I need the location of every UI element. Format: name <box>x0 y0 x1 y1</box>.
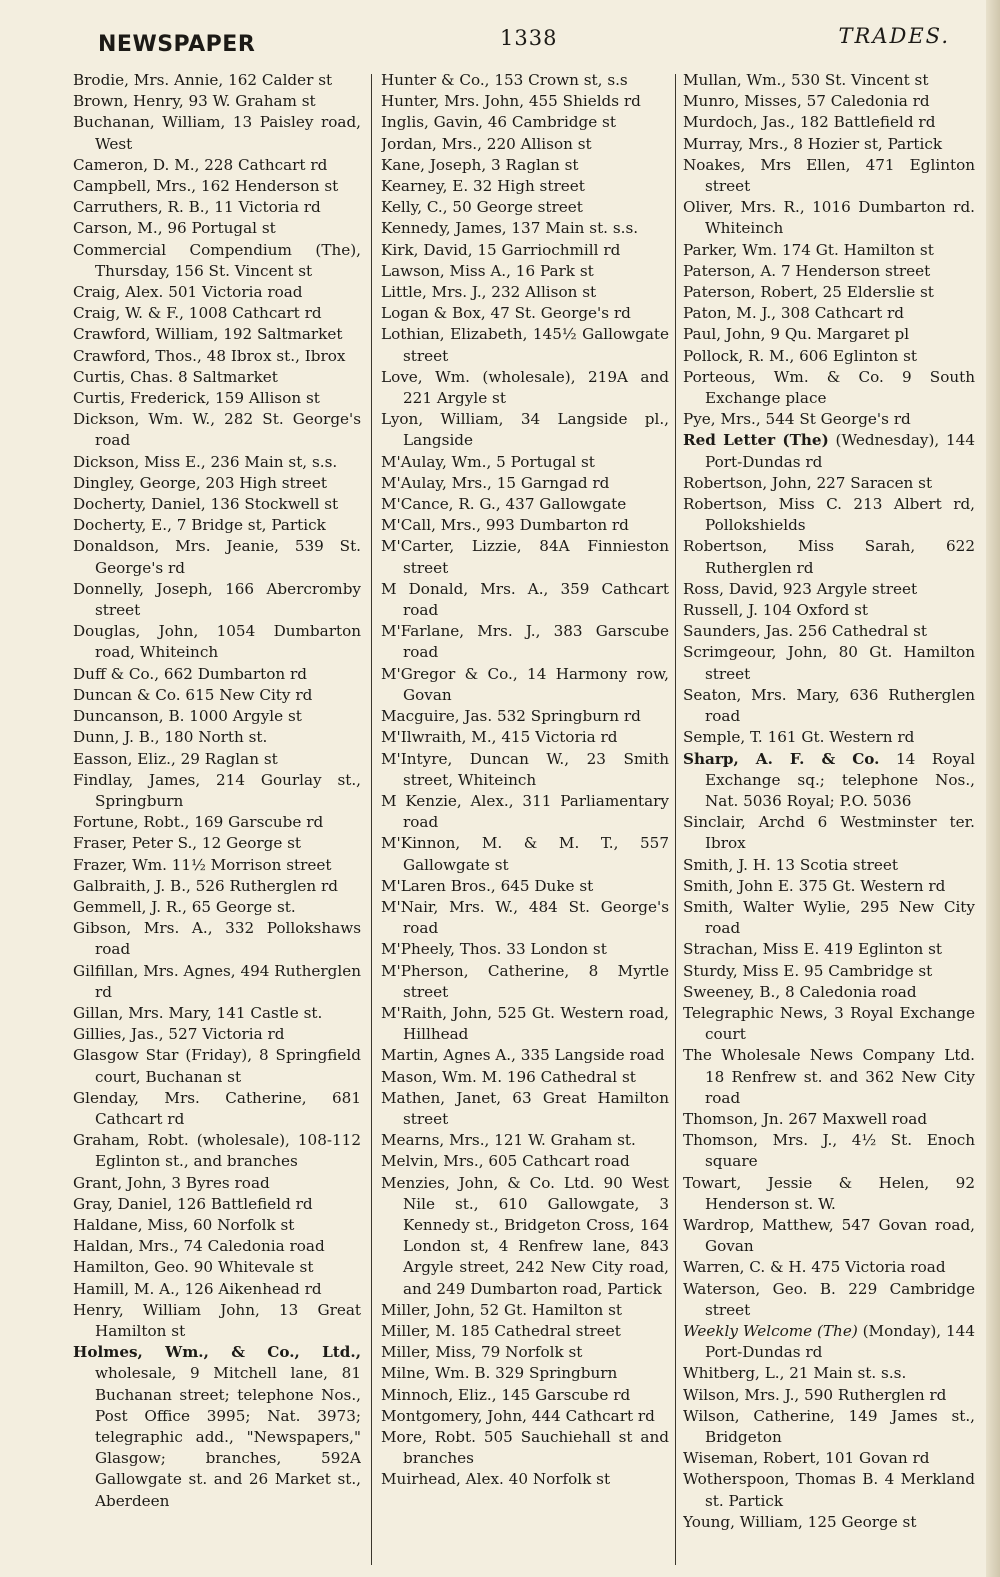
entry-text: Strachan, Miss E. 419 Eglinton st <box>683 940 943 959</box>
directory-entry <box>381 494 669 515</box>
entry-text: M'Call, Mrs., 993 Dumbarton rd <box>381 516 629 535</box>
directory-entry <box>73 91 361 112</box>
entry-text: M'Aulay, Mrs., 15 Garngad rd <box>381 473 610 492</box>
entry-text: Craig, Alex. 501 Victoria road <box>73 283 303 302</box>
listing-columns <box>73 70 975 1565</box>
entry-text: Wotherspoon, Thomas B. 4 Merkland st. Partick <box>683 1470 975 1510</box>
directory-entry <box>381 240 669 261</box>
entry-text: Pye, Mrs., 544 St George's rd <box>683 410 911 429</box>
directory-entry <box>381 1045 669 1066</box>
entry-text: Mullan, Wm., 530 St. Vincent st <box>683 71 929 89</box>
entry-text: Grant, John, 3 Byres road <box>73 1173 270 1192</box>
directory-entry <box>73 1279 361 1300</box>
directory-entry <box>73 961 361 1003</box>
entry-name-bold: Holmes, Wm., & Co., Ltd., <box>73 1343 361 1362</box>
directory-entry <box>381 749 669 791</box>
entry-text: Gray, Daniel, 126 Battlefield rd <box>73 1194 313 1213</box>
entry-text: Easson, Eliz., 29 Raglan st <box>73 749 278 768</box>
entry-text: Young, William, 125 George st <box>683 1512 917 1531</box>
directory-entry <box>683 1045 975 1109</box>
directory-entry <box>381 1469 669 1490</box>
directory-entry <box>73 749 361 770</box>
directory-entry <box>73 515 361 536</box>
directory-entry <box>683 1279 975 1321</box>
directory-entry <box>381 218 669 239</box>
entry-text: Macguire, Jas. 532 Springburn rd <box>381 707 641 726</box>
entry-text: Henry, William John, 13 Great Hamilton st <box>73 1300 361 1340</box>
directory-entry <box>381 473 669 494</box>
directory-entry <box>73 324 361 345</box>
directory-entry <box>381 1003 669 1045</box>
directory-entry <box>73 579 361 621</box>
directory-entry <box>73 473 361 494</box>
directory-entry <box>73 770 361 812</box>
entry-text: Waterson, Geo. B. 229 Cambridge street <box>683 1279 975 1319</box>
directory-entry <box>73 1236 361 1257</box>
directory-entry <box>73 1194 361 1215</box>
entry-text: Galbraith, J. B., 526 Rutherglen rd <box>73 876 339 895</box>
directory-entry <box>73 346 361 367</box>
entry-text: M'Ilwraith, M., 415 Victoria rd <box>381 728 618 747</box>
directory-entry <box>381 155 669 176</box>
directory-entry <box>381 91 669 112</box>
entry-text: Gemmell, J. R., 65 George st. <box>73 897 296 916</box>
entry-text: Miller, John, 52 Gt. Hamilton st <box>381 1300 623 1319</box>
directory-entry <box>683 600 975 621</box>
directory-entry <box>381 1130 669 1151</box>
directory-entry <box>381 197 669 218</box>
entry-text: Hunter & Co., 153 Crown st, s.s <box>381 71 628 89</box>
entry-text: Noakes, Mrs Ellen, 471 Eglinton street <box>683 155 975 196</box>
directory-entry <box>381 664 669 706</box>
entry-text: Curtis, Chas. 8 Saltmarket <box>73 367 278 386</box>
directory-entry <box>683 91 975 112</box>
directory-entry <box>381 70 669 91</box>
entry-text: Glasgow Star (Friday), 8 Springfield court, Buchanan st <box>73 1046 361 1086</box>
entry-text: Lawson, Miss A., 16 Park st <box>381 261 594 280</box>
directory-entry <box>683 642 975 684</box>
directory-entry <box>73 176 361 197</box>
entry-text: Dickson, Miss E., 236 Main st, s.s. <box>73 452 338 471</box>
directory-entry <box>73 197 361 218</box>
entry-text: Miller, Miss, 79 Norfolk st <box>381 1343 583 1362</box>
directory-entry <box>683 430 975 472</box>
entry-text: Jordan, Mrs., 220 Allison st <box>381 134 592 153</box>
entry-text: M'Laren Bros., 645 Duke st <box>381 876 594 895</box>
entry-text: M'Aulay, Wm., 5 Portugal st <box>381 452 595 471</box>
entry-text: More, Robt. 505 Sauchiehall st and branches <box>381 1428 669 1468</box>
directory-entry <box>381 112 669 133</box>
column-1 <box>73 70 361 1565</box>
entry-text: M Donald, Mrs. A., 359 Cathcart road <box>381 579 669 620</box>
directory-entry <box>683 1385 975 1406</box>
directory-entry <box>683 621 975 642</box>
entry-text: Hunter, Mrs. John, 455 Shields rd <box>381 92 641 111</box>
directory-entry <box>381 176 669 197</box>
entry-text: Gibson, Mrs. A., 332 Pollokshaws road <box>73 919 361 959</box>
directory-entry <box>381 452 669 473</box>
entry-text: Martin, Agnes A., 335 Langside road <box>381 1046 665 1065</box>
entry-text: Oliver, Mrs. R., 1016 Dumbarton rd. Whiteinch <box>683 198 975 238</box>
directory-entry <box>381 939 669 960</box>
entry-text: Kane, Joseph, 3 Raglan st <box>381 155 579 174</box>
entry-text: Craig, W. & F., 1008 Cathcart rd <box>73 304 322 323</box>
entry-text: Miller, M. 185 Cathedral street <box>381 1321 621 1340</box>
entry-text: Paterson, Robert, 25 Elderslie st <box>683 283 934 302</box>
directory-entry <box>73 1342 361 1512</box>
directory-entry <box>683 70 975 91</box>
entry-text: Robertson, John, 227 Saracen st <box>683 473 933 492</box>
directory-entry <box>683 855 975 876</box>
directory-entry <box>381 324 669 366</box>
directory-entry <box>683 1321 975 1363</box>
entry-text: Hamill, M. A., 126 Aikenhead rd <box>73 1279 322 1298</box>
directory-entry <box>683 1448 975 1469</box>
entry-text: Murray, Mrs., 8 Hozier st, Partick <box>683 134 943 153</box>
directory-entry <box>73 70 361 91</box>
entry-text: Duncan & Co. 615 New City rd <box>73 685 313 704</box>
directory-entry <box>683 1257 975 1278</box>
directory-entry <box>73 494 361 515</box>
entry-text: Frazer, Wm. 11½ Morrison street <box>73 855 332 874</box>
entry-text: Kelly, C., 50 George street <box>381 198 583 217</box>
entry-text: Haldane, Miss, 60 Norfolk st <box>73 1215 295 1234</box>
entry-text: M'Pheely, Thos. 33 London st <box>381 940 607 959</box>
entry-text: Kearney, E. 32 High street <box>381 177 585 196</box>
entry-text: Sturdy, Miss E. 95 Cambridge st <box>683 961 933 980</box>
directory-entry <box>73 112 361 154</box>
column-divider <box>675 74 676 1565</box>
directory-entry <box>381 1363 669 1384</box>
directory-entry <box>381 579 669 621</box>
page-number: 1338 <box>500 26 558 50</box>
entry-text: Warren, C. & H. 475 Victoria road <box>683 1258 946 1277</box>
entry-text: Milne, Wm. B. 329 Springburn <box>381 1364 618 1383</box>
directory-entry <box>683 1406 975 1448</box>
entry-text: Commercial Compendium (The), Thursday, 156 St. Vincent st <box>73 240 361 280</box>
entry-text: Parker, Wm. 174 Gt. Hamilton st <box>683 240 934 259</box>
directory-entry <box>683 367 975 409</box>
entry-text: wholesale, 9 Mitchell lane, 81 Buchanan street; telephone Nos., Post Office 3995; Nat. 3973; telegraphic add., "Newspapers," Glasgow; branches, 592A Gallowgate st. and 26 Market st., Aberdeen <box>95 1364 361 1510</box>
entry-text: Seaton, Mrs. Mary, 636 Rutherglen road <box>683 685 975 726</box>
directory-entry <box>73 367 361 388</box>
entry-text: Thomson, Jn. 267 Maxwell road <box>683 1109 928 1128</box>
section-heading: NEWSPAPER <box>98 32 256 57</box>
directory-entry <box>381 1088 669 1130</box>
page-header <box>96 24 950 64</box>
entry-text: Crawford, William, 192 Saltmarket <box>73 325 343 344</box>
directory-entry <box>73 876 361 897</box>
entry-text: Paton, M. J., 308 Cathcart rd <box>683 304 904 323</box>
entry-text: M'Intyre, Duncan W., 23 Smith street, Whiteinch <box>381 749 669 789</box>
entry-text: Kennedy, James, 137 Main st. s.s. <box>381 219 639 238</box>
entry-text: Carruthers, R. B., 11 Victoria rd <box>73 198 321 217</box>
directory-entry <box>683 282 975 303</box>
entry-text: Fraser, Peter S., 12 George st <box>73 834 302 853</box>
entry-name-bold: Sharp, A. F. & Co. <box>683 749 880 768</box>
entry-text: Buchanan, William, 13 Paisley road, West <box>73 113 361 153</box>
directory-entry <box>683 346 975 367</box>
directory-entry <box>683 897 975 939</box>
directory-entry <box>683 261 975 282</box>
directory-entry <box>381 1406 669 1427</box>
directory-entry <box>381 303 669 324</box>
directory-entry <box>73 282 361 303</box>
entry-text: Docherty, E., 7 Bridge st, Partick <box>73 516 326 535</box>
entry-text: Gillan, Mrs. Mary, 141 Castle st. <box>73 1003 323 1022</box>
entry-text: Curtis, Frederick, 159 Allison st <box>73 389 320 408</box>
directory-entry <box>73 918 361 960</box>
directory-entry <box>683 1130 975 1172</box>
directory-entry <box>73 240 361 282</box>
directory-entry <box>683 1109 975 1130</box>
directory-entry <box>381 261 669 282</box>
entry-text: Munro, Misses, 57 Caledonia rd <box>683 92 930 111</box>
directory-entry <box>73 664 361 685</box>
directory-entry <box>381 536 669 578</box>
directory-entry <box>73 1215 361 1236</box>
entry-text: M'Gregor & Co., 14 Harmony row, Govan <box>381 664 669 704</box>
category-heading: TRADES. <box>838 24 950 48</box>
entry-text: (Wednesday), 144 Port-Dundas rd <box>705 431 975 471</box>
entry-text: Wilson, Mrs. J., 590 Rutherglen rd <box>683 1385 947 1404</box>
directory-entry <box>73 1130 361 1172</box>
entry-text: Hamilton, Geo. 90 Whitevale st <box>73 1258 314 1277</box>
directory-entry <box>381 1427 669 1469</box>
entry-text: Douglas, John, 1054 Dumbarton road, Whiteinch <box>73 622 361 662</box>
directory-entry <box>381 621 669 663</box>
entry-text: Dickson, Wm. W., 282 St. George's road <box>73 410 361 450</box>
entry-text: Ross, David, 923 Argyle street <box>683 579 918 598</box>
directory-entry <box>381 876 669 897</box>
column-2 <box>381 70 669 1565</box>
directory-entry <box>381 515 669 536</box>
directory-entry <box>73 218 361 239</box>
directory-entry <box>73 1045 361 1087</box>
directory-entry <box>683 473 975 494</box>
entry-text: Sweeney, B., 8 Caledonia road <box>683 982 917 1001</box>
directory-entry <box>683 1512 975 1533</box>
directory-entry <box>683 982 975 1003</box>
directory-entry <box>381 1300 669 1321</box>
directory-entry <box>683 1003 975 1045</box>
entry-text: Kirk, David, 15 Garriochmill rd <box>381 240 621 259</box>
entry-text: Graham, Robt. (wholesale), 108-112 Eglinton st., and branches <box>73 1131 361 1171</box>
directory-entry <box>73 1003 361 1024</box>
entry-text: Cameron, D. M., 228 Cathcart rd <box>73 155 328 174</box>
entry-text: Towart, Jessie & Helen, 92 Henderson st. W. <box>683 1173 975 1213</box>
entry-text: Donaldson, Mrs. Jeanie, 539 St. George's rd <box>73 537 361 577</box>
directory-entry <box>683 112 975 133</box>
entry-text: Menzies, John, & Co. Ltd. 90 West Nile st., 610 Gallowgate, 3 Kennedy st., Bridgeton Cross, 164 London st, 4 Renfrew lane, 843 Argyle street, 242 New City road, and 249 Dumbarton road, Partick <box>381 1173 669 1298</box>
entry-text: M'Carter, Lizzie, 84A Finnieston street <box>381 537 669 577</box>
directory-entry <box>683 134 975 155</box>
entry-text: Haldan, Mrs., 74 Caledonia road <box>73 1237 325 1256</box>
directory-entry <box>381 1342 669 1363</box>
entry-text: Findlay, James, 214 Gourlay st., Springburn <box>73 770 361 810</box>
directory-entry <box>73 621 361 663</box>
directory-entry <box>381 833 669 875</box>
directory-entry <box>381 1151 669 1172</box>
entry-text: Dunn, J. B., 180 North st. <box>73 728 268 747</box>
directory-entry <box>381 134 669 155</box>
entry-text: Gilfillan, Mrs. Agnes, 494 Rutherglen rd <box>73 961 361 1001</box>
directory-entry <box>683 579 975 600</box>
directory-entry <box>73 1257 361 1278</box>
entry-text: Whitberg, L., 21 Main st. s.s. <box>683 1364 907 1383</box>
directory-entry <box>73 155 361 176</box>
directory-entry <box>381 1385 669 1406</box>
directory-entry <box>683 939 975 960</box>
entry-text: Semple, T. 161 Gt. Western rd <box>683 728 915 747</box>
directory-entry <box>683 1215 975 1257</box>
entry-text: Smith, J. H. 13 Scotia street <box>683 855 898 874</box>
entry-text: Crawford, Thos., 48 Ibrox st., Ibrox <box>73 346 346 365</box>
entry-text: Lothian, Elizabeth, 145½ Gallowgate street <box>381 325 669 365</box>
entry-text: M'Kinnon, M. & M. T., 557 Gallowgate st <box>381 834 669 874</box>
entry-text: Carson, M., 96 Portugal st <box>73 219 276 238</box>
page-edge <box>986 0 1000 1577</box>
entry-text: Logan & Box, 47 St. George's rd <box>381 304 631 323</box>
entry-text: Minnoch, Eliz., 145 Garscube rd <box>381 1385 631 1404</box>
entry-text: Smith, Walter Wylie, 295 New City road <box>683 897 975 938</box>
entry-text: Smith, John E. 375 Gt. Western rd <box>683 876 946 895</box>
directory-entry <box>683 1173 975 1215</box>
entry-text: Montgomery, John, 444 Cathcart rd <box>381 1406 655 1425</box>
directory-entry <box>73 727 361 748</box>
directory-entry <box>381 961 669 1003</box>
directory-entry <box>381 897 669 939</box>
directory-entry <box>73 1088 361 1130</box>
entry-text: Dingley, George, 203 High street <box>73 473 327 492</box>
directory-entry <box>381 727 669 748</box>
entry-text: The Wholesale News Company Ltd. 18 Renfrew st. and 362 New City road <box>683 1046 975 1107</box>
entry-text: Love, Wm. (wholesale), 219A and 221 Argyle st <box>381 367 669 408</box>
directory-entry <box>73 536 361 578</box>
entry-text: Russell, J. 104 Oxford st <box>683 601 869 620</box>
entry-text: Duncanson, B. 1000 Argyle st <box>73 707 302 726</box>
directory-entry <box>381 706 669 727</box>
entry-text: Wilson, Catherine, 149 James st., Bridgeton <box>683 1406 975 1446</box>
directory-entry <box>381 1067 669 1088</box>
directory-entry <box>683 1363 975 1384</box>
entry-text: Glenday, Mrs. Catherine, 681 Cathcart rd <box>73 1088 361 1128</box>
entry-text: Gillies, Jas., 527 Victoria rd <box>73 1025 285 1044</box>
entry-text: Porteous, Wm. & Co. 9 South Exchange place <box>683 367 975 408</box>
entry-text: Sinclair, Archd 6 Westminster ter. Ibrox <box>683 813 975 853</box>
column-divider <box>371 74 372 1565</box>
directory-entry <box>683 324 975 345</box>
entry-text: Paul, John, 9 Qu. Margaret pl <box>683 325 910 344</box>
entry-text: Muirhead, Alex. 40 Norfolk st <box>381 1470 611 1489</box>
entry-text: Wiseman, Robert, 101 Govan rd <box>683 1449 930 1468</box>
entry-text: Scrimgeour, John, 80 Gt. Hamilton street <box>683 643 975 683</box>
entry-text: Pollock, R. M., 606 Eglinton st <box>683 346 917 365</box>
directory-entry <box>73 388 361 409</box>
entry-text: Saunders, Jas. 256 Cathedral st <box>683 622 928 641</box>
directory-entry <box>73 1300 361 1342</box>
directory-entry <box>683 749 975 813</box>
entry-text: Thomson, Mrs. J., 4½ St. Enoch square <box>683 1131 975 1171</box>
entry-text: M'Pherson, Catherine, 8 Myrtle street <box>381 961 669 1001</box>
entry-text: Brown, Henry, 93 W. Graham st <box>73 92 316 111</box>
entry-text: Murdoch, Jas., 182 Battlefield rd <box>683 113 936 132</box>
directory-entry <box>683 240 975 261</box>
entry-text: Melvin, Mrs., 605 Cathcart road <box>381 1152 630 1171</box>
entry-text: Wardrop, Matthew, 547 Govan road, Govan <box>683 1215 975 1256</box>
directory-entry <box>683 727 975 748</box>
directory-entry <box>683 685 975 727</box>
directory-entry <box>683 155 975 197</box>
entry-text: Mathen, Janet, 63 Great Hamilton street <box>381 1088 669 1128</box>
directory-entry <box>683 812 975 854</box>
entry-text: Duff & Co., 662 Dumbarton rd <box>73 664 307 683</box>
directory-entry <box>73 897 361 918</box>
entry-text: Paterson, A. 7 Henderson street <box>683 261 931 280</box>
entry-text: M'Raith, John, 525 Gt. Western road, Hillhead <box>381 1003 669 1044</box>
entry-text: M Kenzie, Alex., 311 Parliamentary road <box>381 791 669 832</box>
entry-text: Docherty, Daniel, 136 Stockwell st <box>73 495 339 514</box>
directory-entry <box>683 1469 975 1511</box>
directory-entry <box>73 452 361 473</box>
directory-entry <box>381 1321 669 1342</box>
directory-entry <box>73 833 361 854</box>
directory-entry <box>381 282 669 303</box>
entry-text: Campbell, Mrs., 162 Henderson st <box>73 177 339 196</box>
column-3 <box>683 70 975 1565</box>
directory-entry <box>381 1173 669 1300</box>
directory-entry <box>73 1173 361 1194</box>
directory-entry <box>381 409 669 451</box>
directory-entry <box>73 1024 361 1045</box>
directory-entry <box>683 876 975 897</box>
entry-text: Fortune, Robt., 169 Garscube rd <box>73 813 324 832</box>
entry-text: M'Nair, Mrs. W., 484 St. George's road <box>381 897 669 938</box>
directory-entry <box>381 791 669 833</box>
directory-entry <box>73 706 361 727</box>
entry-text: 14 Royal Exchange sq.; telephone Nos., Nat. 5036 Royal; P.O. 5036 <box>705 749 975 810</box>
entry-text: Mearns, Mrs., 121 W. Graham st. <box>381 1131 636 1150</box>
entry-text: Brodie, Mrs. Annie, 162 Calder st <box>73 71 333 89</box>
entry-text: Little, Mrs. J., 232 Allison st <box>381 283 597 302</box>
entry-text: (Monday), 144 Port-Dundas rd <box>705 1321 975 1362</box>
directory-entry <box>683 409 975 430</box>
entry-text: Inglis, Gavin, 46 Cambridge st <box>381 113 616 132</box>
directory-entry <box>381 367 669 409</box>
directory-entry <box>683 494 975 536</box>
entry-text: Telegraphic News, 3 Royal Exchange court <box>683 1003 975 1044</box>
entry-text: Robertson, Miss Sarah, 622 Rutherglen rd <box>683 537 975 577</box>
entry-name-italic: Weekly Welcome (The) <box>683 1321 858 1340</box>
directory-entry <box>683 961 975 982</box>
directory-entry <box>73 303 361 324</box>
entry-text: Robertson, Miss C. 213 Albert rd, Pollokshields <box>683 495 975 535</box>
entry-text: Lyon, William, 34 Langside pl., Langside <box>381 410 669 450</box>
directory-entry <box>683 197 975 239</box>
entry-text: M'Cance, R. G., 437 Gallowgate <box>381 495 627 514</box>
directory-entry <box>73 812 361 833</box>
directory-entry <box>73 409 361 451</box>
directory-entry <box>73 855 361 876</box>
entry-text: M'Farlane, Mrs. J., 383 Garscube road <box>381 622 669 662</box>
directory-entry <box>683 303 975 324</box>
entry-text: Donnelly, Joseph, 166 Abercromby street <box>73 579 361 620</box>
directory-entry <box>683 536 975 578</box>
entry-name-bold: Red Letter (The) <box>683 431 829 450</box>
entry-text: Mason, Wm. M. 196 Cathedral st <box>381 1067 636 1086</box>
directory-entry <box>73 685 361 706</box>
